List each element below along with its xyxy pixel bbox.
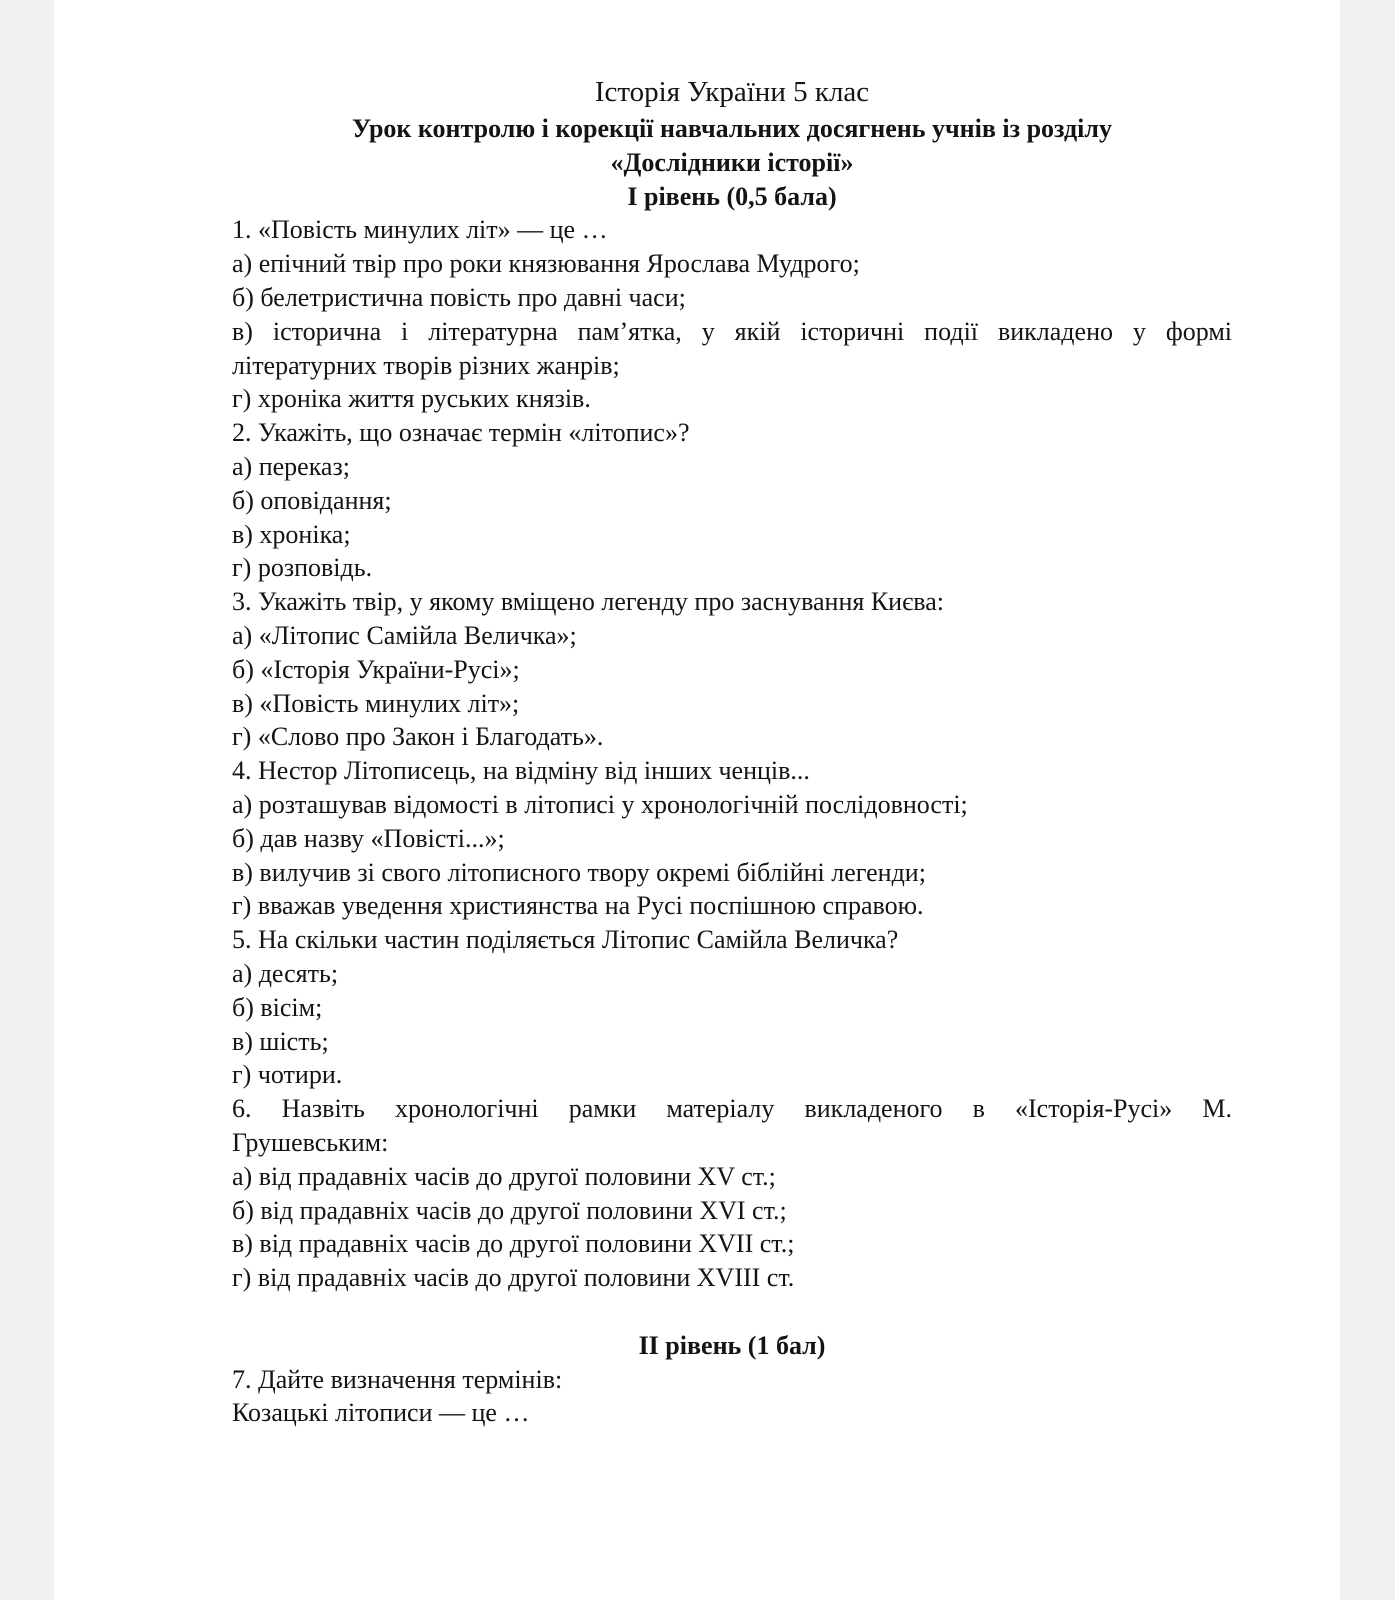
question-5-option-c: в) шість; (232, 1026, 329, 1056)
question-4-option-b: б) дав назву «Повісті...»; (232, 823, 505, 853)
question-2-option-d: г) розповідь. (232, 553, 373, 583)
question-4-option-d: г) вважав уведення християнства на Русі поспішною справою. (232, 891, 924, 921)
question-4-option-a: а) розташував відомості в літописі у хронологічній послідовності; (232, 789, 968, 819)
question-6-option-a: а) від прадавніх часів до другої половини XV ст.; (232, 1161, 776, 1191)
question-5-option-b: б) вісім; (232, 992, 323, 1022)
document-content (232, 72, 1232, 1430)
question-2-option-c: в) хроніка; (232, 519, 351, 549)
question-2-option-b: б) оповідання; (232, 485, 392, 515)
question-4: 4. Нестор Літописець, на відміну від інших ченців... (232, 756, 810, 786)
question-1: 1. «Повість минулих літ» — це … (232, 215, 608, 245)
level-2-heading: ІІ рівень (1 бал) (638, 1330, 826, 1360)
question-6-cont: Грушевським: (232, 1127, 389, 1157)
question-6: 6. Назвіть хронологічні рамки матеріалу викладеного в «Історія-Русі» М. (232, 1094, 1232, 1124)
question-5-option-a: а) десять; (232, 958, 339, 988)
question-1-option-d: г) хроніка життя руських князів. (232, 384, 591, 414)
spacer (232, 1295, 1232, 1329)
question-7: 7. Дайте визначення термінів: (232, 1364, 563, 1394)
question-3-option-b: б) «Історія України-Русі»; (232, 654, 520, 684)
question-3-option-d: г) «Слово про Закон і Благодать». (232, 722, 604, 752)
question-7-term: Козацькі літописи — це … (232, 1398, 530, 1428)
question-3: 3. Укажіть твір, у якому вміщено легенду про заснування Києва: (232, 587, 944, 617)
question-6-option-c: в) від прадавніх часів до другої половини XVII ст.; (232, 1229, 795, 1259)
question-1-option-c: в) історична і літературна пам’ятка, у якій історичні події викладено у формі (232, 316, 1232, 346)
document-page (54, 0, 1340, 1600)
question-2: 2. Укажіть, що означає термін «літопис»? (232, 418, 690, 448)
document-subtitle: Урок контролю і корекції навчальних досягнень учнів із розділу (352, 114, 1112, 143)
question-4-option-c: в) вилучив зі свого літописного твору окремі біблійні легенди; (232, 857, 926, 887)
question-2-option-a: а) переказ; (232, 451, 350, 481)
document-title: Історія України 5 клас (594, 76, 870, 108)
question-5: 5. На скільки частин поділяється Літопис Самійла Величка? (232, 925, 899, 955)
question-1-option-b: б) белетристична повість про давні часи; (232, 282, 686, 312)
question-5-option-d: г) чотири. (232, 1060, 343, 1090)
level-1-heading: І рівень (0,5 бала) (627, 181, 837, 211)
question-6-option-b: б) від прадавніх часів до другої половини XVI ст.; (232, 1195, 787, 1225)
question-1-option-a: а) епічний твір про роки князювання Ярослава Мудрого; (232, 249, 860, 279)
question-3-option-a: а) «Літопис Самійла Величка»; (232, 620, 577, 650)
question-3-option-c: в) «Повість минулих літ»; (232, 688, 520, 718)
question-1-option-c-cont: літературних творів різних жанрів; (232, 350, 620, 380)
question-6-option-d: г) від прадавніх часів до другої половини XVIII ст. (232, 1263, 795, 1293)
section-name: «Дослідники історії» (610, 147, 854, 177)
